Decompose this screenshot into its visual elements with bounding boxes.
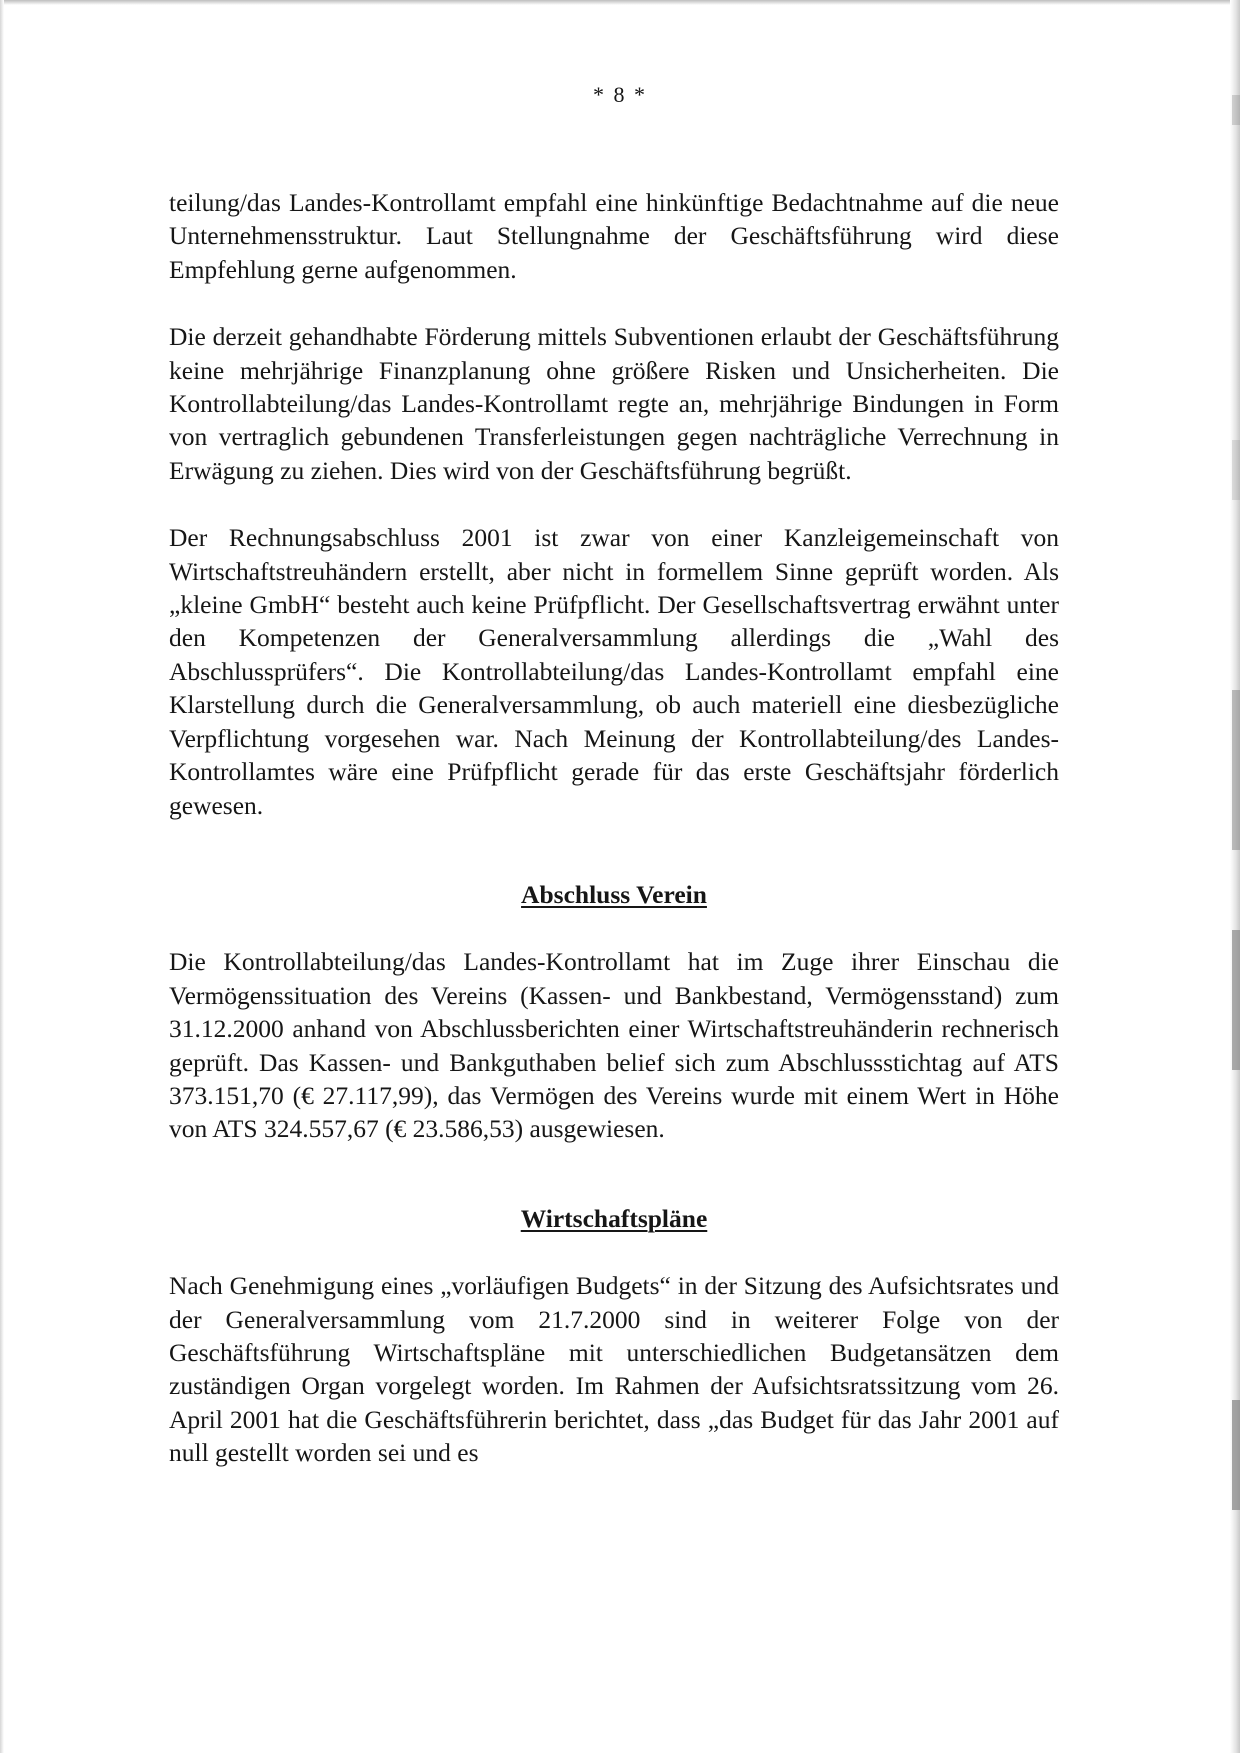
paragraph-1: teilung/das Landes-Kontrollamt empfahl eine hinkünftige Bedachtnahme auf die neue Unternehmensstruktur. Laut Stellungnahme der Geschäftsführung wird diese Empfehlung gerne aufgenommen. [169,188,1059,284]
paragraph-5: Nach Genehmigung eines „vorläufigen Budgets“ in der Sitzung des Aufsichtsrates und der Generalversammlung vom 21.7.2000 sind in weiterer Folge von der Geschäftsführung Wirtschaftspläne mit unterschiedlichen Budgetansätzen dem zuständigen Organ vorgelegt worden. Im Rahmen der Aufsichtsratssitzung vom 26. April 2001 hat die Geschäftsführerin berichtet, dass „das Budget für das Jahr 2001 auf null gestellt worden sei und es [169,1271,1059,1468]
paragraph-gap [169,286,1059,320]
page-number: * 8 * [593,82,647,107]
scan-mark [1232,1400,1240,1510]
document-body [169,186,1059,1470]
heading-wirtschaftsplaene-text: Wirtschaftspläne [520,1203,708,1233]
paragraph-3: Der Rechnungsabschluss 2001 ist zwar von einer Kanzleigemeinschaft von Wirtschaftstreuhändern erstellt, aber nicht in formellem Sinne geprüft worden. Als „kleine GmbH“ besteht auch keine Prüfpflicht. Der Gesellschaftsvertrag erwähnt unter den Kompetenzen der Generalversammlung allerdings die „Wahl des Abschlussprüfers“. Die Kontrollabteilung/das Landes-Kontrollamt empfahl eine Klarstellung durch die Generalversammlung, ob auch materiell eine diesbezügliche Verpflichtung vorgesehen war. Nach Meinung der Kontrollabteilung/des Landes-Kontrollamtes wäre eine Prüfpflicht gerade für das erste Geschäftsjahr förderlich gewesen. [169,523,1059,820]
scan-edge-top [0,0,1240,5]
scan-mark [1232,690,1240,850]
section-gap [169,1146,1059,1202]
scan-mark [1232,440,1240,500]
paragraph-gap [169,911,1059,945]
heading-abschluss-verein-text: Abschluss Verein [521,879,707,909]
paragraph-2: Die derzeit gehandhabte Förderung mittels Subventionen erlaubt der Geschäftsführung keine mehrjährige Finanzplanung ohne größere Risken und Unsicherheiten. Die Kontrollabteilung/das Landes-Kontrollamt regte an, mehrjährige Bindungen in Form von vertraglich gebundenen Transferleistungen gegen nachträgliche Verrechnung in Erwägung zu ziehen. Dies wird von der Geschäftsführung begrüßt. [169,322,1059,485]
heading-abschluss-verein [169,878,1059,911]
scan-mark [1232,930,1240,1070]
paragraph-gap [169,1235,1059,1269]
heading-wirtschaftsplaene [169,1202,1059,1235]
section-gap [169,822,1059,878]
paragraph-gap [169,487,1059,521]
scan-edge-left [0,0,4,1753]
paragraph-4: Die Kontrollabteilung/das Landes-Kontrollamt hat im Zuge ihrer Einschau die Vermögenssituation des Vereins (Kassen- und Bankbestand, Vermögensstand) zum 31.12.2000 anhand von Abschlussberichten einer Wirtschaftstreuhänderin rechnerisch geprüft. Das Kassen- und Bankguthaben belief sich zum Abschlussstichtag auf ATS 373.151,70 (€ 27.117,99), das Vermögen des Vereins wurde mit einem Wert in Höhe von ATS 324.557,67 (€ 23.586,53) ausgewiesen. [169,947,1059,1144]
